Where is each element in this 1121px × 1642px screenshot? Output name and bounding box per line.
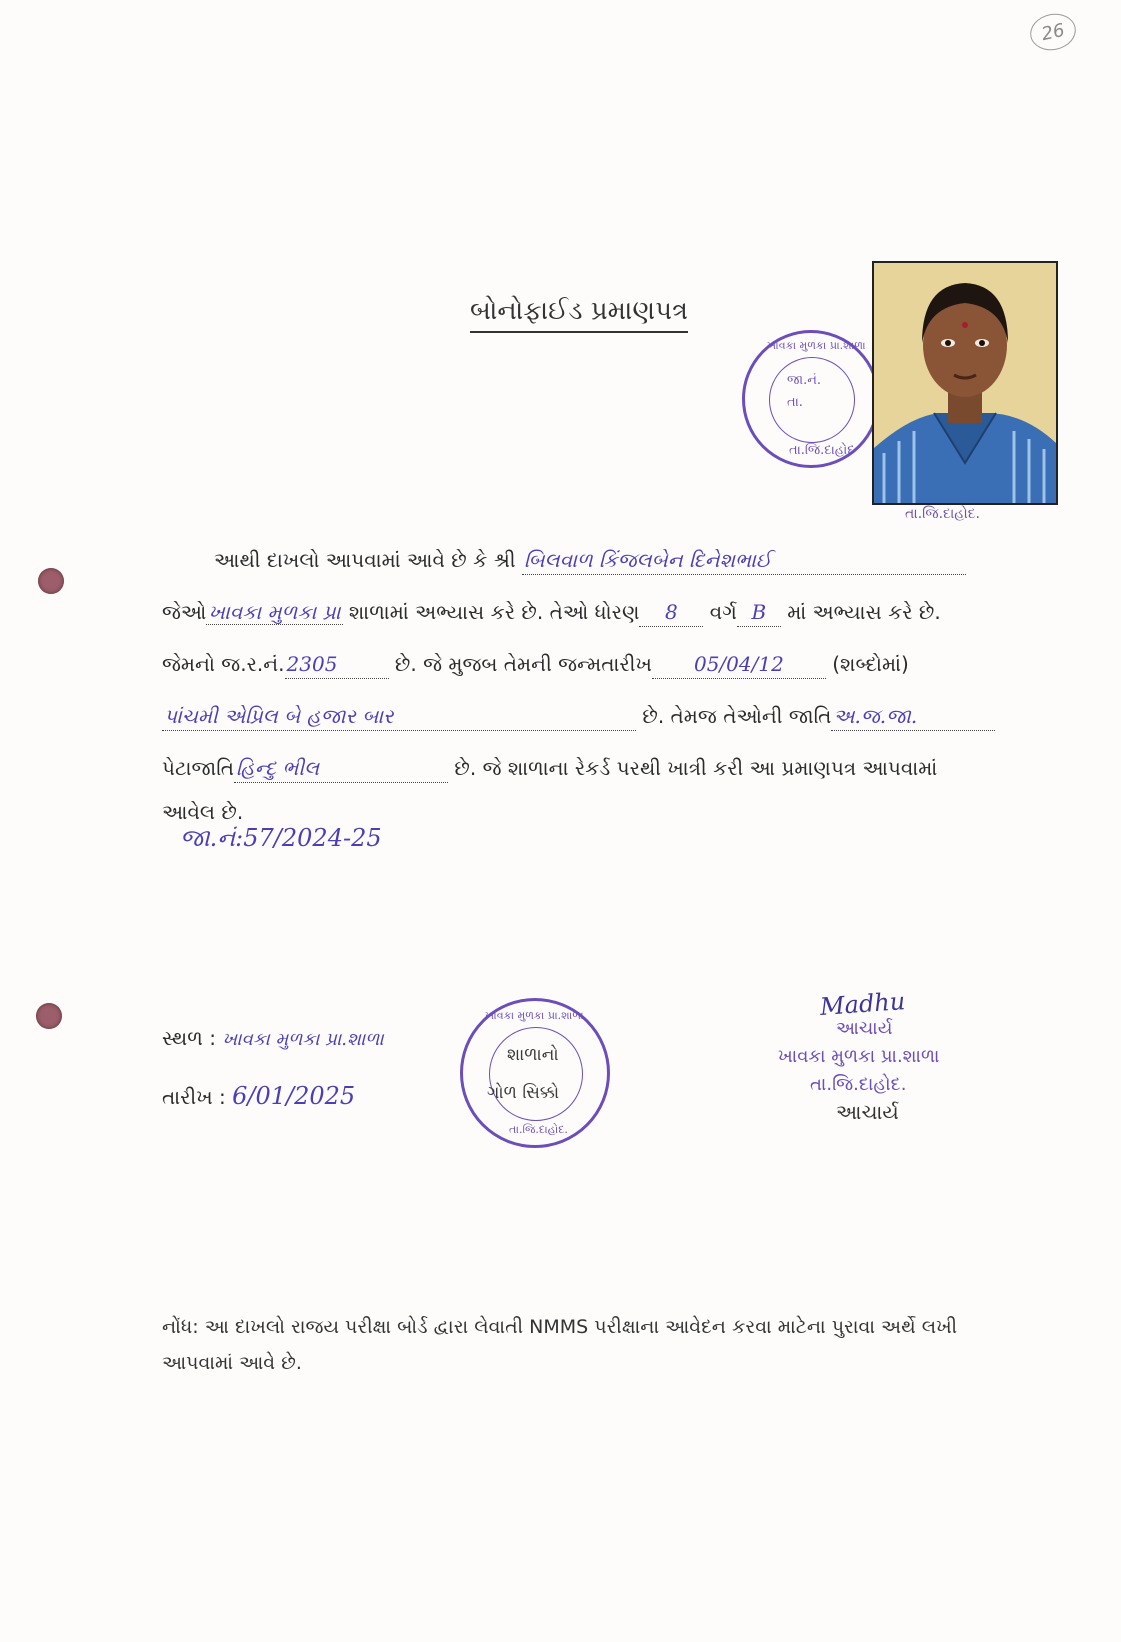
reference-number: જા.નં:57/2024-25 bbox=[180, 824, 382, 852]
page-number: 26 bbox=[1027, 10, 1079, 55]
student-name: બિલવાળ કિંજલબેન દિનેશભાઈ bbox=[522, 546, 966, 575]
caste-value: અ.જ.જા. bbox=[831, 702, 995, 731]
sign-stamp-school: ખાવકા મુળકા પ્રા.શાળા bbox=[778, 1046, 940, 1067]
date-label: તારીખ : bbox=[162, 1085, 226, 1109]
photo-caption: તા.જિ.દાહોદ. bbox=[905, 506, 981, 522]
punch-hole-top bbox=[38, 568, 64, 594]
round-stamp-line-2: ગોળ સિક્કો bbox=[487, 1083, 560, 1103]
line2-mid: શાળામાં અભ્યાસ કરે છે. તેઓ ધોરણ bbox=[348, 600, 640, 624]
document-title: બોનોફાઈડ પ્રમાણપત્ર bbox=[470, 296, 688, 333]
round-stamp-bottom: તા.જિ.દાહોદ. bbox=[509, 1123, 568, 1136]
line3-mid: છે. જે મુજબ તેમની જન્મતારીખ bbox=[394, 652, 652, 676]
line2-class-label: વર્ગ bbox=[709, 600, 737, 624]
body-line-3 bbox=[162, 650, 909, 679]
line2-suffix: માં અભ્યાસ કરે છે. bbox=[787, 600, 941, 624]
intro-text: આથી દાખલો આપવામાં આવે છે કે શ્રી bbox=[214, 548, 516, 572]
note-line-1: નોંધ: આ દાખલો રાજય પરીક્ષા બોર્ડ દ્વારા લેવાતી NMMS પરીક્ષાના આવેદન કરવા માટેના પુરાવા અર્થે લખી bbox=[162, 1316, 958, 1338]
birth-date: 05/04/12 bbox=[652, 650, 826, 679]
body-line-2 bbox=[162, 598, 941, 627]
line4-mid: છે. તેમજ તેઓની જાતિ bbox=[642, 704, 832, 728]
line3-suffix: (શબ્દોમાં) bbox=[832, 652, 909, 676]
place-value: ખાવકા મુળકા પ્રા.શાળા bbox=[222, 1029, 384, 1050]
stamp-line-1: જા.નં. bbox=[787, 373, 822, 388]
note-line-2: આપવામાં આવે છે. bbox=[162, 1352, 302, 1374]
date-value: 6/01/2025 bbox=[232, 1082, 356, 1110]
sign-stamp-district: તા.જિ.દાહોદ. bbox=[810, 1074, 907, 1095]
stamp-line-2: તા. bbox=[787, 395, 803, 410]
body-line-5 bbox=[162, 754, 937, 783]
student-photo bbox=[872, 261, 1058, 505]
punch-hole-bottom bbox=[36, 1003, 62, 1029]
principal-signature: Madhu bbox=[819, 987, 907, 1021]
date-row bbox=[162, 1082, 355, 1111]
class-value: B bbox=[737, 598, 781, 627]
birth-date-words: પાંચમી એપ્રિલ બે હજાર બાર bbox=[162, 702, 636, 731]
sign-stamp-title: આચાર્ય bbox=[836, 1018, 893, 1039]
body-line-6: આવેલ છે. bbox=[162, 800, 244, 824]
gr-number: 2305 bbox=[285, 650, 389, 679]
standard-value: 8 bbox=[639, 598, 703, 627]
body-line-1 bbox=[214, 546, 966, 575]
line2-prefix: જેઓ bbox=[162, 600, 207, 624]
line5-prefix: પેટાજાતિ bbox=[162, 756, 235, 780]
school-stamp-top bbox=[742, 330, 880, 468]
school-round-stamp bbox=[460, 998, 610, 1148]
line3-prefix: જેમનો જ.ર.નં. bbox=[162, 652, 285, 676]
line5-suffix: છે. જે શાળાના રેકર્ડ પરથી ખાત્રી કરી આ પ્રમાણપત્ર આપવામાં bbox=[454, 756, 938, 780]
principal-label: આચાર્ય bbox=[836, 1100, 899, 1124]
place-row bbox=[162, 1024, 384, 1054]
stamp-arc-text: ખાવકા મુળકા પ્રા.શાળા bbox=[767, 339, 866, 352]
round-stamp-line-1: શાળાનો bbox=[507, 1045, 559, 1065]
subcaste-value: હિન્દુ ભીલ bbox=[234, 754, 448, 783]
place-label: સ્થળ : bbox=[162, 1026, 216, 1050]
student-portrait-image bbox=[874, 263, 1056, 503]
stamp-bottom-text: તા.જિ.દાહોદ bbox=[789, 443, 855, 458]
school-name: ખાવકા મુળકા પ્રા bbox=[208, 600, 341, 624]
round-stamp-arc: ખાવકા મુળકા પ્રા.શાળા bbox=[485, 1009, 584, 1022]
body-line-4 bbox=[162, 702, 995, 731]
